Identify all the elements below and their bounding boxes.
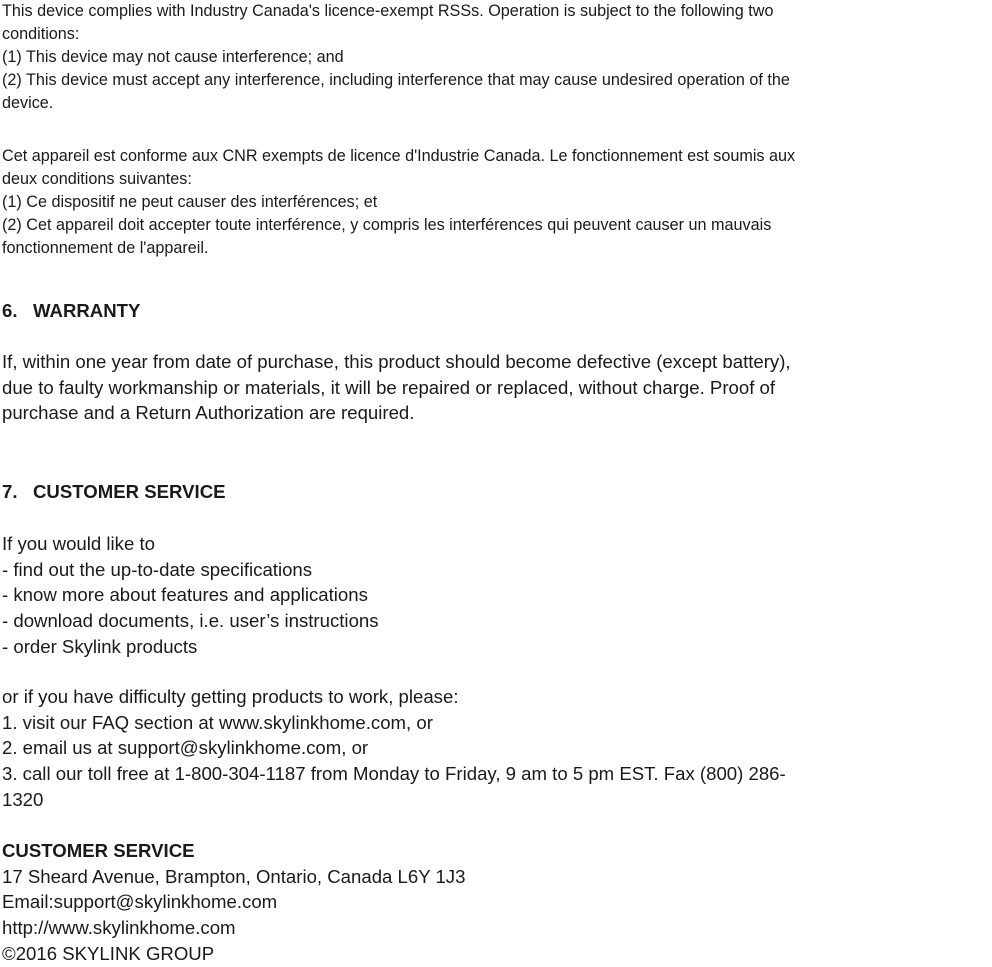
text-line: fonctionnement de l'appareil. (2, 239, 209, 257)
ic-notice-french (2, 145, 795, 260)
contact-title: CUSTOMER SERVICE (2, 840, 195, 861)
contact-block (2, 838, 465, 967)
list-item: - download documents, i.e. user’s instructions (2, 610, 379, 632)
list-item: 1. visit our FAQ section at www.skylinkhome.com, or (2, 711, 433, 733)
contact-email: Email:support@skylinkhome.com (2, 891, 278, 913)
contact-address: 17 Sheard Avenue, Brampton, Ontario, Canada L6Y 1J3 (2, 865, 466, 887)
text-line: purchase and a Return Authorization are required. (2, 402, 415, 424)
text-line: (1) Ce dispositif ne peut causer des interférences; et (2, 193, 378, 211)
text-line: (1) This device may not cause interference; and (2, 48, 344, 66)
contact-website: http://www.skylinkhome.com (2, 917, 236, 939)
list-item: 2. email us at support@skylinkhome.com, or (2, 737, 369, 759)
text-line: deux conditions suivantes: (2, 170, 192, 188)
text-line: If you would like to (2, 533, 155, 554)
text-line: due to faulty workmanship or materials, it will be repaired or replaced, without charge. Proof of (2, 376, 776, 398)
list-item: 1320 (2, 788, 44, 810)
list-item: - know more about features and applications (2, 584, 368, 606)
list-item: 3. call our toll free at 1-800-304-1187 from Monday to Friday, 9 am to 5 pm EST. Fax (800) 286- (2, 763, 786, 785)
text-line: If, within one year from date of purchase, this product should become defective (except battery), (2, 351, 791, 372)
customer-service-intro (2, 531, 379, 660)
text-line: device. (2, 94, 54, 112)
text-line: conditions: (2, 25, 80, 43)
text-line: or if you have difficulty getting products to work, please: (2, 686, 459, 707)
text-line: This device complies with Industry Canada's licence-exempt RSSs. Operation is subject to the following two (2, 2, 774, 20)
list-item: - find out the up-to-date specifications (2, 558, 313, 580)
warranty-body (2, 349, 791, 426)
customer-service-heading: 7. CUSTOMER SERVICE (2, 481, 226, 502)
warranty-heading: 6. WARRANTY (2, 300, 141, 321)
text-line: (2) This device must accept any interference, including interference that may cause undesired operation of the (2, 71, 790, 89)
text-line: (2) Cet appareil doit accepter toute interférence, y compris les interférences qui peuvent causer un mauvais (2, 216, 772, 234)
text-line: Cet appareil est conforme aux CNR exempts de licence d'Industrie Canada. Le fonctionnement est soumis aux (2, 147, 796, 165)
customer-service-help (2, 684, 786, 813)
copyright: ©2016 SKYLINK GROUP (2, 942, 215, 964)
ic-notice-english (2, 0, 790, 115)
list-item: - order Skylink products (2, 635, 198, 657)
